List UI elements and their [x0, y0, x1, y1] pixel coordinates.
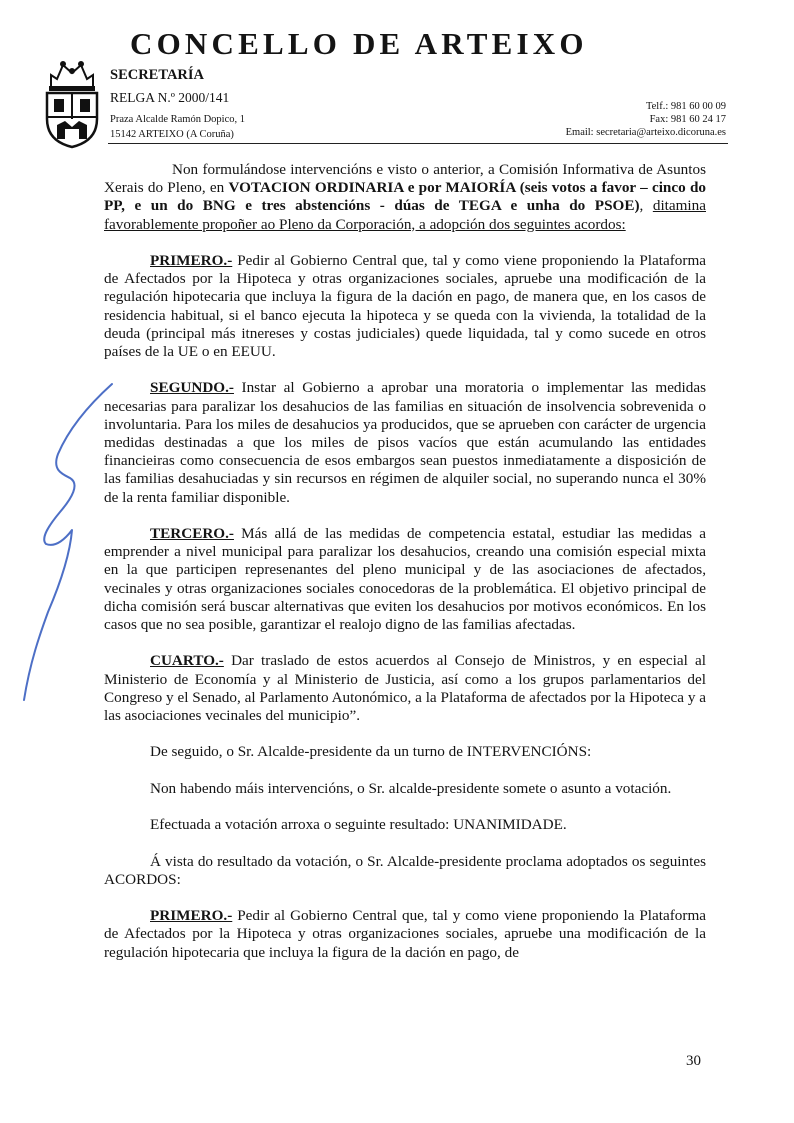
- paragraph-acordos: Á vista do resultado da votación, o Sr. Alcalde-presidente proclama adoptados os seguintes ACORDOS:: [104, 852, 706, 888]
- point-label: SEGUNDO.-: [150, 379, 234, 397]
- header-contact-block: [566, 100, 726, 139]
- coat-of-arms-icon: [43, 53, 101, 149]
- point-text: Dar traslado de estos acuerdos al Consejo de Ministros, y en especial al Ministerio de Economía y al Ministerio de Justicia, así como a los grupos parlamentarios del Congreso y el Senado, al Parlamento Autonómico, a la Plataforma de afectados por la Hipoteca y a las asociaciones vecinales del municipio”.: [104, 652, 706, 725]
- point-text: Instar al Gobierno a aprobar una moratoria o implementar las medidas necesarias para paralizar los desahucios de las familias en situación de insolvencia sobrevenida o involuntaria. Para los miles de desahucios ya producidos, que se aprueben con carácter de urgencia medidas destinadas a que los miles de pisos vacíos que están acumulando las entidades financieiras como consecuencia de esos embargos sean puestos inmediatamente a disposición de las familias desahuciadas y sin recursos en régimen de alquiler social, no superando nunca el 30% de la renta familiar disponible.: [104, 379, 706, 506]
- intro-text: Non formulándose intervencións e visto o anterior, a Comisión Informativa de Asuntos Xerais do Pleno, en: [104, 161, 706, 197]
- page-number: 30: [686, 1053, 701, 1069]
- address-line-1: Praza Alcalde Ramón Dopico, 1: [110, 114, 246, 125]
- point-cuarto: [104, 652, 706, 725]
- point-text: Pedir al Gobierno Central que, tal y como viene proponiendo la Plataforma de Afectados por la Hipoteca y otras organizaciones sociales, apruebe una modificación de la regulación hipotecaria que incluya la figura de la dación en pago, de manera que, en los casos de residencia habitual, si el banco ejecuta la hipoteca y se queda con la vivienda, la totalidad de la deuda (principal más itnereses y costas judiciales) quede liquidada, tal y como sucede en otros países de la UE o en EEUU.: [104, 252, 706, 361]
- email-address: Email: secretaria@arteixo.dicoruna.es: [565, 127, 726, 138]
- point-tercero: [104, 525, 706, 634]
- point-primero: [104, 252, 706, 361]
- point-text: Más allá de las medidas de competencia estatal, estudiar las medidas a emprender a nivel municipal para paralizar los desahucios, creando una comisión especial mixta en la que participen represenantes del pleno municipal y de las asociaciones de afectados, vecinales y otras organizaciones sociales conocedoras de la problemática. El objetivo principal de dicha comisión será buscar alternativas que eviten los desahucios por motivos económicos. En los casos que no sea posible, garantizar el realojo digno de las familias afectadas.: [104, 525, 706, 634]
- paragraph-intervencions: De seguido, o Sr. Alcalde-presidente da un turno de INTERVENCIÓNS:: [150, 743, 592, 761]
- paragraph-resultado: Efectuada a votación arroxa o seguinte resultado: UNANIMIDADE.: [150, 816, 567, 834]
- phone-number: Telf.: 981 60 00 09: [645, 101, 726, 112]
- paragraph-votacion: Non habendo máis intervencións, o Sr. alcalde-presidente somete o asunto a votación.: [150, 779, 672, 797]
- point-label: PRIMERO.-: [150, 252, 233, 269]
- point-label: PRIMERO.-: [150, 907, 233, 925]
- point-segundo: [104, 379, 706, 506]
- point-text: Pedir al Gobierno Central que, tal y como viene proponiendo la Plataforma de Afectados por la Hipoteca y otras organizaciones sociales, apruebe una modificación de la regulación hipotecaria que incluya la figura de la dación en pago, de: [104, 907, 706, 961]
- document-body: [104, 161, 706, 962]
- fax-number: Fax: 981 60 24 17: [649, 114, 726, 125]
- address-line-2: 15142 ARTEIXO (A Coruña): [110, 129, 234, 140]
- intro-paragraph: [104, 161, 706, 234]
- point-label: TERCERO.-: [150, 525, 234, 543]
- intro-separator: ,: [639, 197, 653, 215]
- intro-vote-result: VOTACION ORDINARIA e por MAIORÍA (seis votos a favor – cinco do PP, e un do BNG e tres abstencións - dúas de TEGA e unha do PSOE): [104, 179, 706, 215]
- header-left-block: [110, 67, 246, 140]
- department-name: SECRETARÍA: [110, 67, 205, 83]
- relga-number: RELGA N.º 2000/141: [110, 90, 230, 105]
- point-label: CUARTO.-: [150, 652, 224, 670]
- header-divider: [108, 143, 728, 144]
- intro-resolution: ditamina favorablemente propoñer ao Pleno da Corporación, a adopción dos seguintes acordos:: [104, 197, 706, 233]
- final-point-primero: [104, 907, 706, 962]
- page-title: CONCELLO DE ARTEIXO: [130, 26, 588, 61]
